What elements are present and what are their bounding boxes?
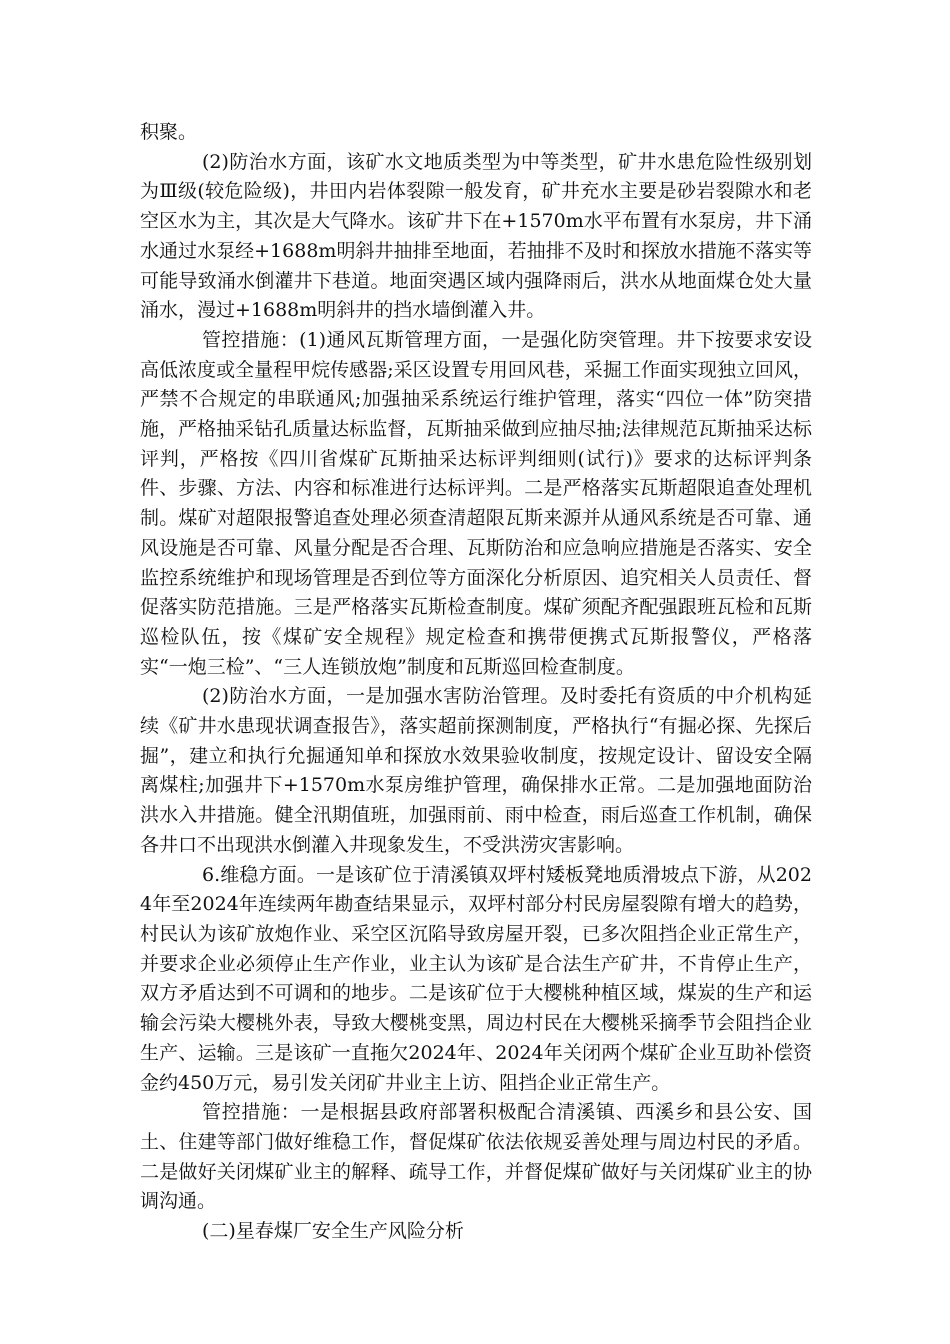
paragraph-control-measures-water: (2)防治水方面，一是加强水害防治管理。及时委托有资质的中介机构延续《矿井水患现状调查报告》，落实超前探测制度，严格执行“有掘必探、先探后掘”，建立和执行允掘通知单和探放水效果验收制度，按规定设计、留设安全隔离煤柱;加强井下+1570m水泵房维护管理，确保排水正常。二是加强地面防治洪水入井措施。健全汛期值班，加强雨前、雨中检查，雨后巡查工作机制，确保各井口不出现洪水倒灌入井现象发生，不受洪涝灾害影响。	[140, 685, 812, 856]
paragraph-water-prevention-risk: (2)防治水方面，该矿水文地质类型为中等类型，矿井水患危险性级别划为Ⅲ级(较危险级)，井田内岩体裂隙一般发育，矿井充水主要是砂岩裂隙水和老空区水为主，其次是大气降水。该矿井下在+1570m水平布置有水泵房，井下涌水通过水泵经+1688m明斜井抽排至地面，若抽排不及时和探放水措施不落实等可能导致涌水倒灌井下巷道。地面突遇区域内强降雨后，洪水从地面煤仓处大量涌水，漫过+1688m明斜井的挡水墙倒灌入井。	[140, 150, 812, 322]
paragraph-control-measures-gas: 管控措施：(1)通风瓦斯管理方面，一是强化防突管理。井下按要求安设高低浓度或全量程甲烷传感器;采区设置专用回风巷，采掘工作面实现独立回风，严禁不合规定的串联通风;加强抽采系统运行维护管理，落实“四位一体”防突措施，严格抽采钻孔质量达标监督，瓦斯抽采做到应抽尽抽;法律规范瓦斯抽采达标评判，严格按《四川省煤矿瓦斯抽采达标评判细则(试行)》要求的达标评判条件、步骤、方法、内容和标准进行达标评判。二是严格落实瓦斯超限追查处理机制。煤矿对超限报警追查处理必须查清超限瓦斯来源并从通风系统是否可靠、通风设施是否可靠、风量分配是否合理、瓦斯防治和应急响应措施是否落实、安全监控系统维护和现场管理是否到位等方面深化分析原因、追究相关人员责任、督促落实防范措施。三是严格落实瓦斯检查制度。煤矿须配齐配强跟班瓦检和瓦斯巡检队伍，按《煤矿安全规程》规定检查和携带便携式瓦斯报警仪，严格落实“一炮三检”、“三人连锁放炮”制度和瓦斯巡回检查制度。	[140, 328, 812, 678]
paragraph-continuation: 积聚。	[140, 121, 198, 143]
paragraph-stability-risk: 6.维稳方面。一是该矿位于清溪镇双坪村矮板凳地质滑坡点下游，从2024年至2024年连续两年勘查结果显示，双坪村部分村民房屋裂隙有增大的趋势，村民认为该矿放炮作业、采空区沉陷导致房屋开裂，已多次阻挡企业正常生产，并要求企业必须停止生产作业，业主认为该矿是合法生产矿井，不肯停止生产，双方矛盾达到不可调和的地步。二是该矿位于大樱桃种植区域，煤炭的生产和运输会污染大樱桃外表，导致大樱桃变黑，周边村民在大樱桃采摘季节会阻挡企业生产、运输。三是该矿一直拖欠2024年、2024年关闭两个煤矿企业互助补偿资金约450万元，易引发关闭矿井业主上访、阻挡企业正常生产。	[140, 863, 812, 1094]
paragraph-control-measures-stability: 管控措施：一是根据县政府部署积极配合清溪镇、西溪乡和县公安、国土、住建等部门做好维稳工作，督促煤矿依法依规妥善处理与周边村民的矛盾。二是做好关闭煤矿业主的解释、疏导工作，并督促煤矿做好与关闭煤矿业主的协调沟通。	[140, 1101, 812, 1213]
section-heading: (二)星春煤厂安全生产风险分析	[202, 1220, 464, 1243]
document-body	[140, 118, 812, 1247]
